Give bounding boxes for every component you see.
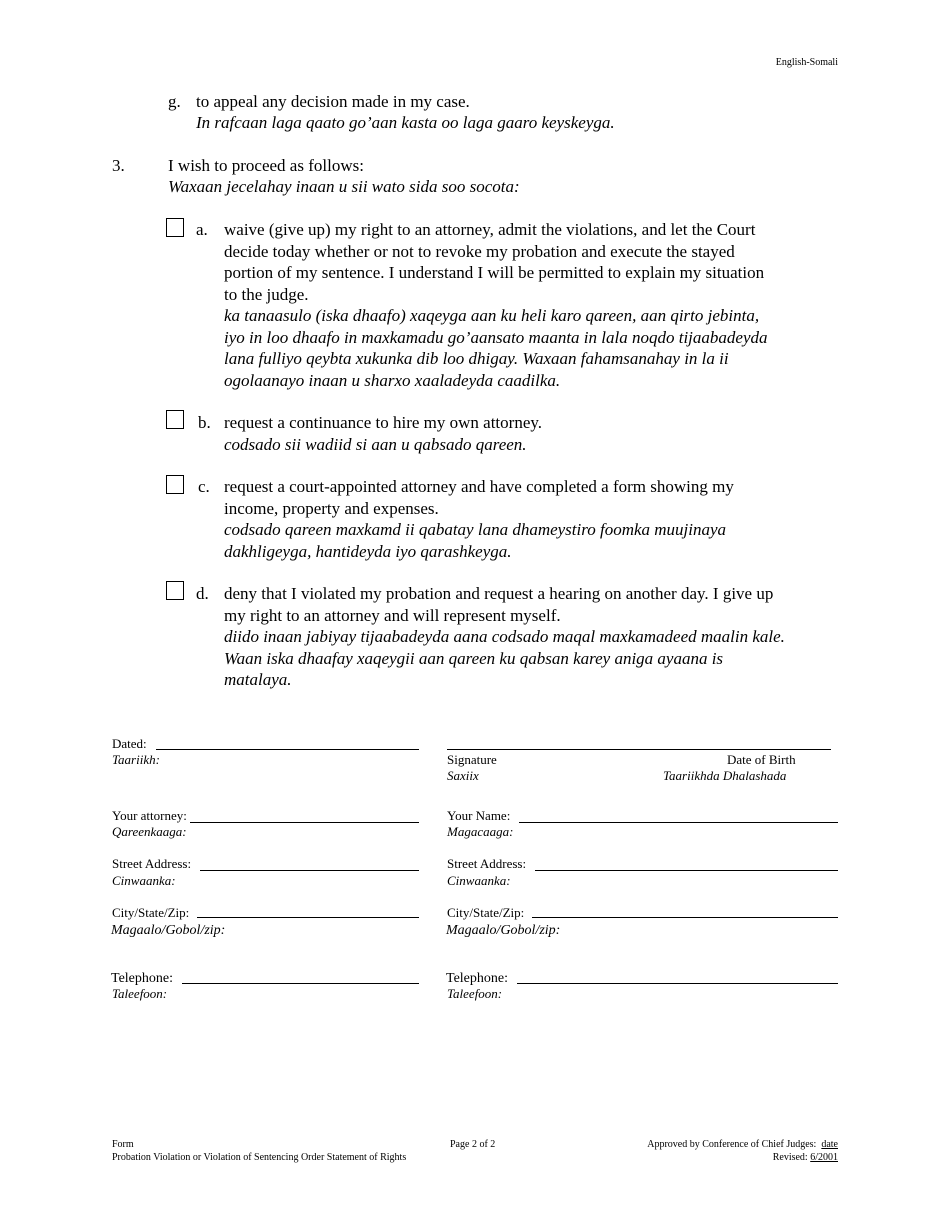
footer-approved-label: Approved by Conference of Chief Judges: [647, 1139, 817, 1150]
footer-form-title: Probation Violation or Violation of Sentencing Order Statement of Rights [112, 1152, 407, 1163]
attorney-field[interactable] [190, 822, 419, 823]
street-right-field[interactable] [535, 870, 838, 871]
option-b-text [224, 412, 542, 455]
option-b-somali-line: codsado sii wadiid si aan u qabsado qareen. [224, 434, 527, 454]
option-d-text [224, 583, 785, 691]
city-right-field[interactable] [532, 917, 838, 918]
attorney-label: Your attorney: [112, 808, 187, 823]
signature-field[interactable] [447, 749, 831, 750]
option-a-checkbox[interactable] [166, 218, 184, 237]
dated-label: Dated: [112, 736, 147, 751]
your-name-label-somali: Magacaaga: [447, 824, 514, 839]
your-name-label: Your Name: [447, 808, 511, 823]
option-b-english-line: request a continuance to hire my own attorney. [224, 413, 543, 432]
attorney-label-somali: Qareenkaaga: [112, 824, 187, 839]
option-a-somali-line: iyo in loo dhaafo in maxkamadu go’aansato maanta in lala noqdo tijaabadeyda [224, 327, 768, 347]
dated-field[interactable] [156, 749, 419, 750]
language-label: English-Somali [775, 57, 838, 68]
option-a-somali-line: ogolaanayo inaan u sharxo xaaladeyda caadilka. [224, 370, 561, 390]
street-right-label-somali: Cinwaanka: [447, 873, 511, 888]
phone-left-label-somali: Taleefoon: [112, 986, 168, 1001]
street-left-field[interactable] [200, 870, 419, 871]
dob-label-somali: Taariikhda Dhalashada [663, 768, 787, 783]
option-a-somali-line: lana fulliyo qeybta xukunka dib loo dhigay. Waxaan fahamsanahay in la ii [224, 349, 729, 368]
option-a-english-line: decide today whether or not to revoke my probation and execute the stayed [224, 241, 735, 261]
item-g-letter: g. [168, 92, 181, 111]
phone-left-field[interactable] [182, 983, 419, 984]
footer-approved [647, 1138, 838, 1151]
footer-page-number: Page 2 of 2 [450, 1139, 496, 1150]
option-c-english-line: request a court-appointed attorney and have completed a form showing my [224, 477, 734, 496]
section-3-heading: I wish to proceed as follows: [168, 156, 364, 175]
option-a-english-line: portion of my sentence. I understand I will be permitted to explain my situation [224, 263, 765, 282]
city-left-label: City/State/Zip: [112, 905, 190, 920]
phone-right-field[interactable] [517, 983, 838, 984]
option-b-letter: b. [198, 413, 211, 432]
street-left-label: Street Address: [112, 856, 192, 871]
option-a-somali-line: ka tanaasulo (iska dhaafo) xaqeyga aan ku heli karo qareen, aan qirto jebinta, [224, 306, 760, 325]
option-a-english-line: waive (give up) my right to an attorney, admit the violations, and let the Court [224, 220, 756, 239]
option-d-english-line: deny that I violated my probation and request a hearing on another day. I give up [224, 584, 774, 603]
option-a-english-line: to the judge. [224, 284, 309, 304]
signature-label: Signature [447, 752, 497, 767]
item-g-english: to appeal any decision made in my case. [196, 92, 470, 111]
signature-label-somali: Saxiix [447, 768, 479, 783]
footer-revised [773, 1151, 838, 1164]
footer-revised-label: Revised: [772, 1152, 808, 1163]
option-c-somali-line: codsado qareen maxkamd ii qabatay lana dhameystiro foomka muujinaya [224, 520, 727, 539]
option-d-somali-line: diido inaan jabiyay tijaabadeyda aana codsado maqal maxkamadeed maalin kale. [224, 627, 785, 646]
option-d-letter: d. [196, 584, 209, 603]
section-3-number: 3. [112, 156, 125, 175]
footer-form-label: Form [112, 1139, 134, 1150]
street-left-label-somali: Cinwaanka: [112, 873, 176, 888]
city-left-label-somali: Magaalo/Gobol/zip: [111, 923, 226, 938]
item-g-somali: In rafcaan laga qaato go’aan kasta oo laga gaaro keyskeyga. [196, 113, 615, 132]
city-right-label-somali: Magaalo/Gobol/zip: [446, 923, 561, 938]
street-right-label: Street Address: [447, 856, 527, 871]
option-c-checkbox[interactable] [166, 475, 184, 494]
option-b-checkbox[interactable] [166, 410, 184, 429]
phone-right-label: Telephone: [446, 971, 508, 986]
option-d-somali-line: Waan iska dhaafay xaqeygii aan qareen ku qabsan karey aniga ayaana is [224, 648, 724, 668]
option-d-english-line: my right to an attorney and will represent myself. [224, 605, 561, 625]
dated-label-somali: Taariikh: [112, 752, 160, 767]
option-c-text [224, 476, 734, 562]
phone-left-label: Telephone: [111, 971, 173, 986]
footer-revised-date: 6/2001 [810, 1152, 838, 1163]
option-c-english-line: income, property and expenses. [224, 498, 439, 518]
option-c-somali-line: dakhligeyga, hantideyda iyo qarashkeyga. [224, 541, 512, 561]
your-name-field[interactable] [519, 822, 838, 823]
option-a-letter: a. [196, 220, 208, 239]
footer-approved-date: date [821, 1139, 838, 1150]
option-d-checkbox[interactable] [166, 581, 184, 600]
dob-label: Date of Birth [727, 752, 796, 767]
option-d-somali-line: matalaya. [224, 670, 292, 689]
section-3-heading-somali: Waxaan jecelahay inaan u sii wato sida soo socota: [168, 177, 520, 196]
city-left-field[interactable] [197, 917, 419, 918]
phone-right-label-somali: Taleefoon: [447, 986, 503, 1001]
option-a-text [224, 219, 768, 391]
city-right-label: City/State/Zip: [447, 905, 525, 920]
option-c-letter: c. [198, 477, 210, 496]
